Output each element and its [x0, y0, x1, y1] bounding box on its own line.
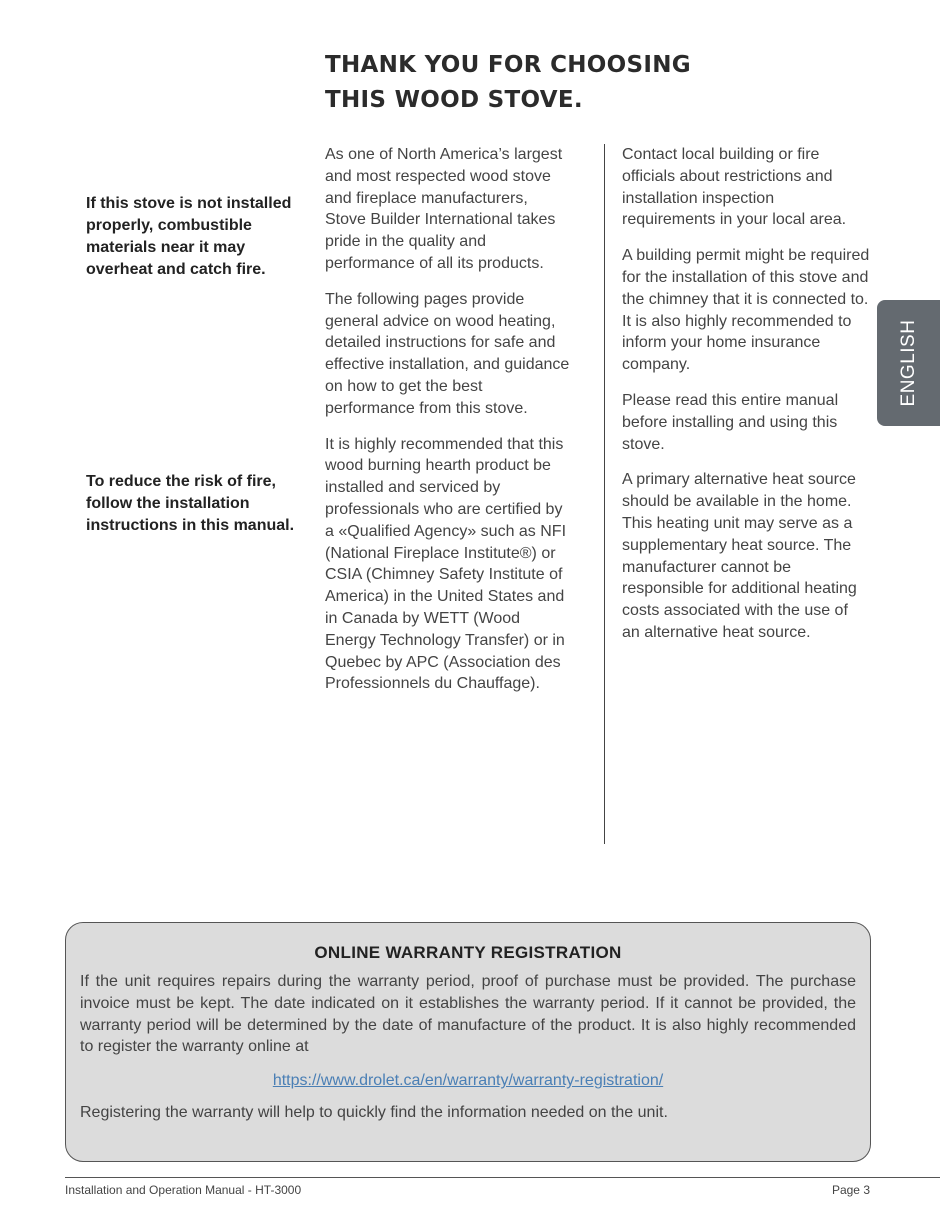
column-divider	[604, 144, 605, 844]
page-title-line-2: THIS WOOD STOVE.	[325, 87, 583, 113]
warranty-registration-link[interactable]: https://www.drolet.ca/en/warranty/warranty-registration/	[272, 1072, 664, 1090]
fire-warning-note: If this stove is not installed properly, combustible materials near it may overheat and catch fire.	[86, 195, 292, 278]
intro-paragraph: As one of North America’s largest and most respected wood stove and fireplace manufacturers, Stove Builder International takes pride in the quality and performance of all its products.	[325, 146, 563, 272]
right-text-column	[622, 144, 870, 658]
language-tab-label: ENGLISH	[897, 319, 919, 407]
certification-paragraph: It is highly recommended that this wood burning hearth product be installed and serviced by professionals who are certified by a «Qualified Agency» such as NFI (National Fireplace Institute®) or CSIA (Chimney Safety Institute of America) in the United States and in Canada by WETT (Wood Energy Technology Transfer) or in Quebec by APC (Association des Professionnels du Chauffage).	[325, 435, 567, 693]
language-tab	[877, 300, 940, 426]
guidance-paragraph: The following pages provide general advice on wood heating, detailed instructions for safe and effective installation, and guidance on how to get the best performance from this stove.	[325, 290, 570, 417]
page-title-line-1: THANK YOU FOR CHOOSING	[325, 52, 691, 78]
footer-page-number: Page 3	[831, 1183, 870, 1197]
warranty-body: If the unit requires repairs during the warranty period, proof of purchase must be provided. The purchase invoice must be kept. The date indicated on it establishes the warranty period. If it cannot be provided, the warranty period will be determined by the date of manufacture of the product. It is also highly recommended to register the warranty online at	[80, 973, 856, 1056]
officials-paragraph: Contact local building or fire officials about restrictions and installation inspection requirements in your local area.	[622, 146, 847, 229]
warranty-box	[65, 922, 871, 1162]
fire-risk-note: To reduce the risk of fire, follow the installation instructions in this manual.	[86, 473, 295, 534]
footer-divider	[65, 1177, 940, 1178]
warranty-heading: ONLINE WARRANTY REGISTRATION	[314, 943, 622, 962]
page-title	[325, 48, 745, 118]
footer-manual-title: Installation and Operation Manual - HT-3000	[65, 1183, 302, 1197]
warranty-closing: Registering the warranty will help to quickly find the information needed on the unit.	[80, 1104, 668, 1122]
read-manual-paragraph: Please read this entire manual before installing and using this stove.	[622, 391, 839, 453]
left-text-column	[325, 144, 573, 709]
permit-paragraph: A building permit might be required for the installation of this stove and the chimney that it is connected to. It is also highly recommended to inform your home insurance company.	[622, 247, 870, 374]
alternative-heat-paragraph: A primary alternative heat source should be available in the home. This heating unit may serve as a supplementary heat source. The manufacturer cannot be responsible for additional heating costs associated with the use of an alternative heat source.	[622, 471, 857, 641]
